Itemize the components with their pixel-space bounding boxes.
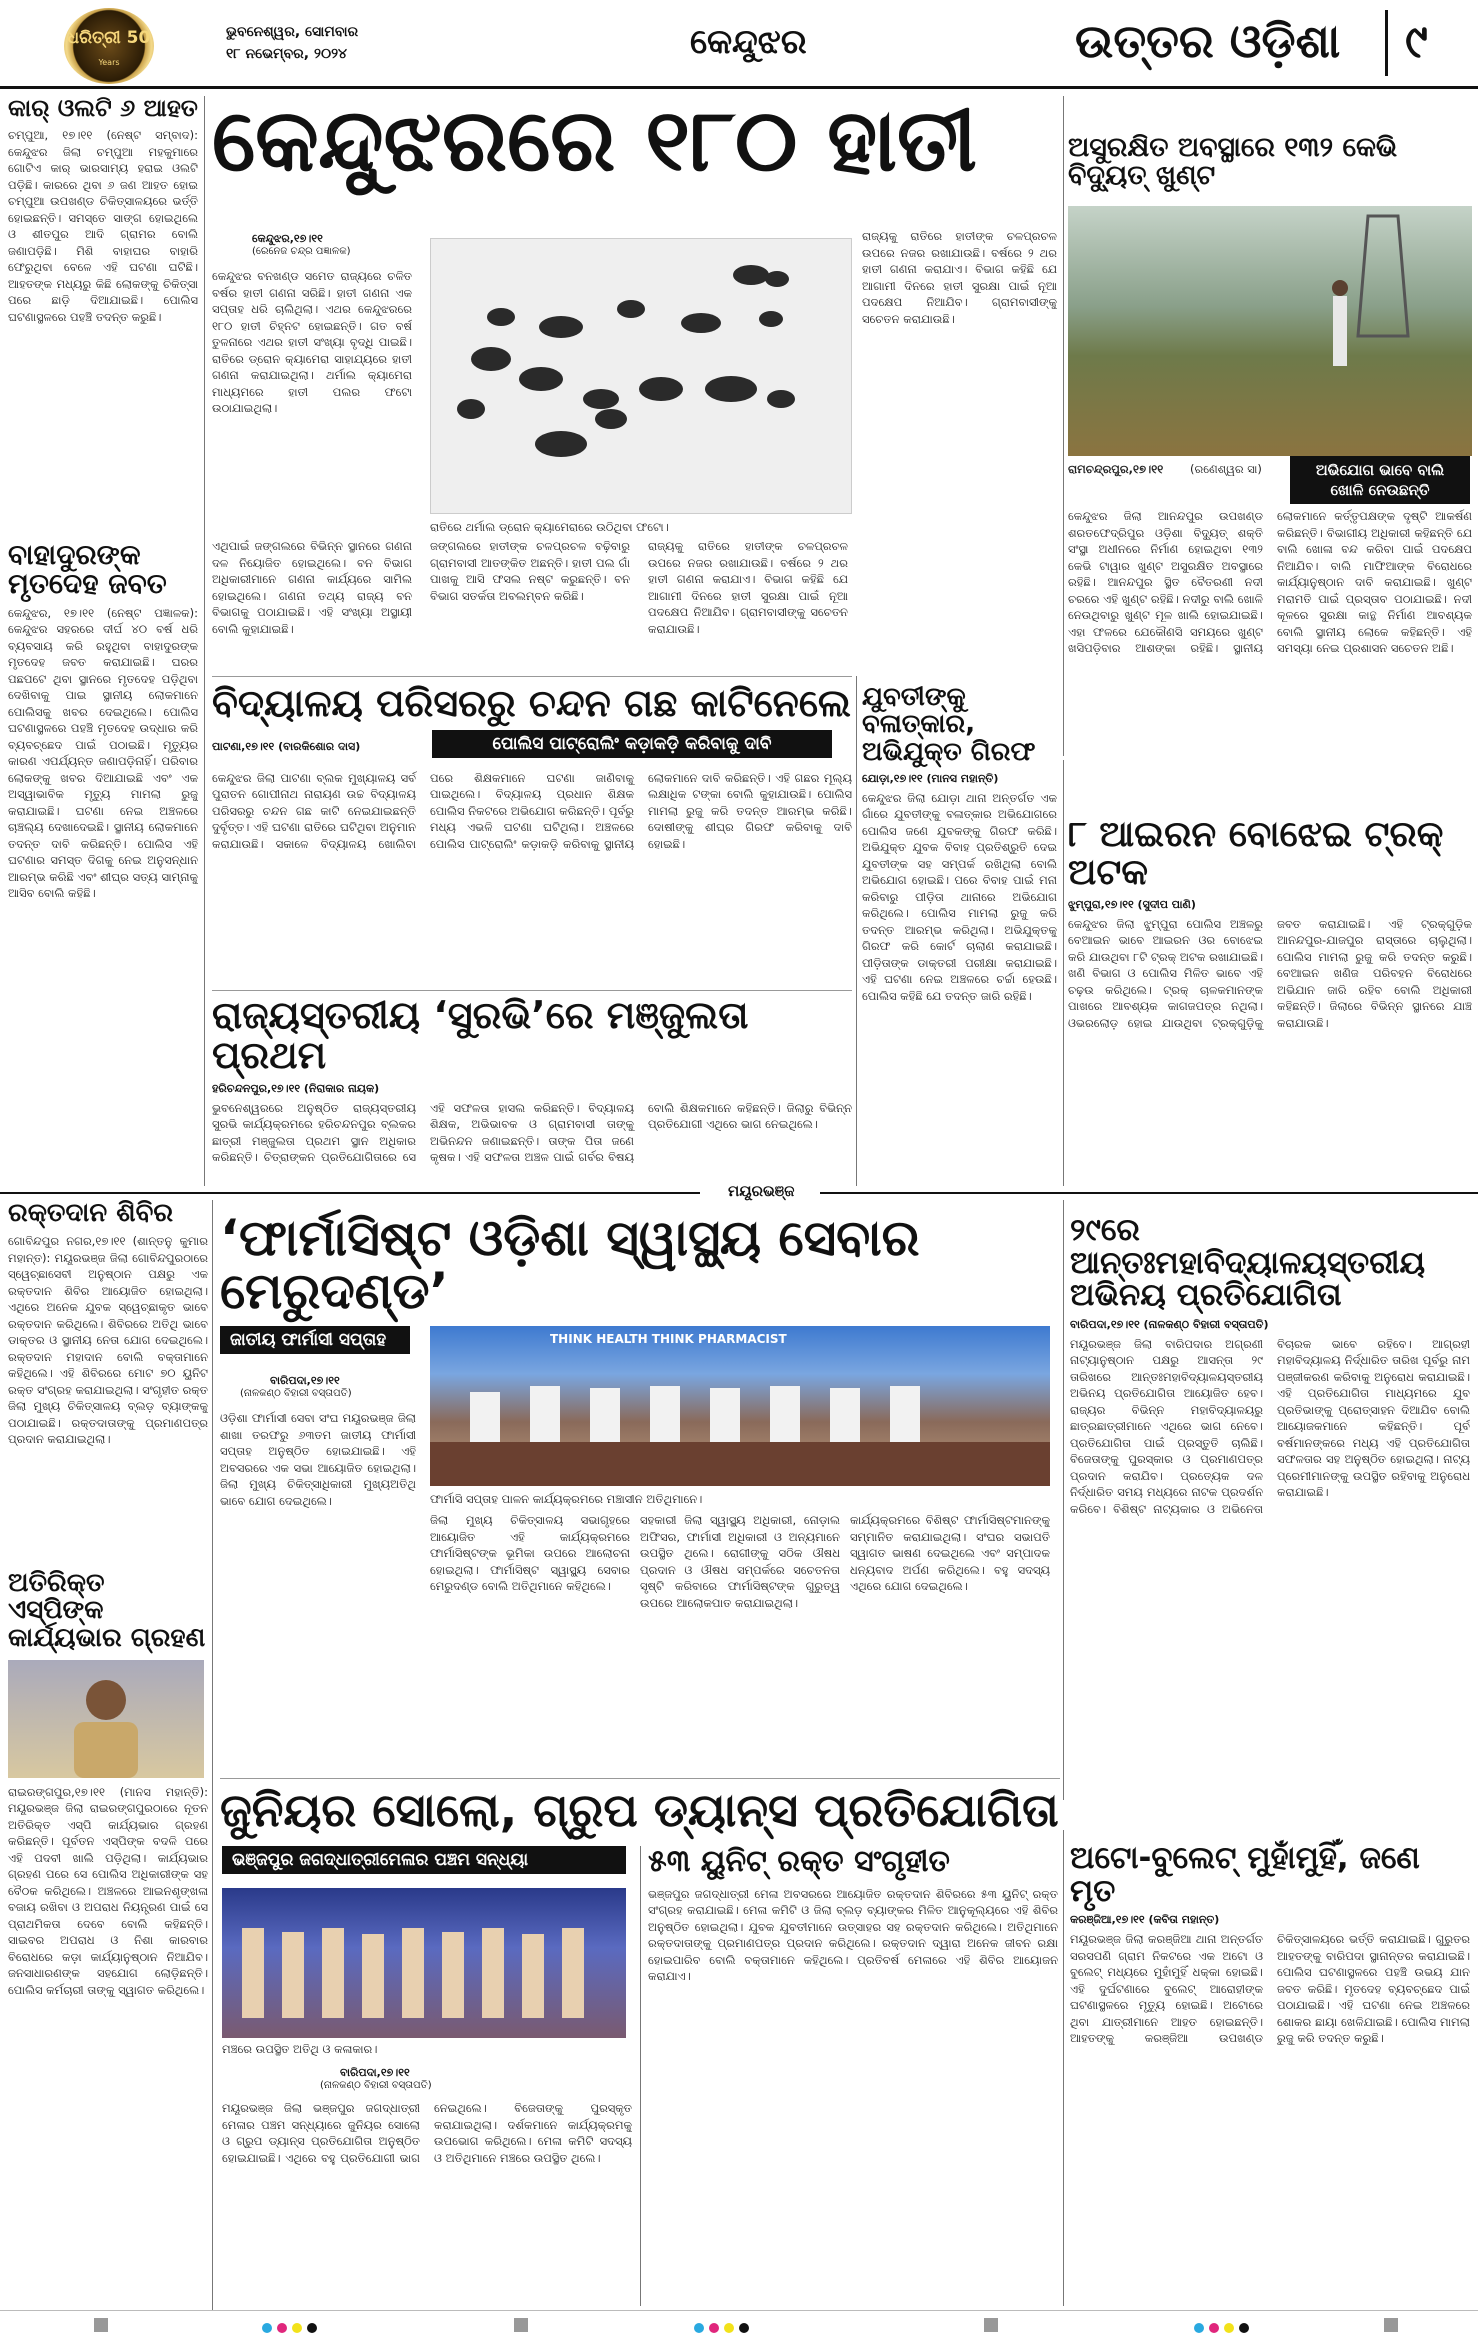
col-rule-8 [1063,1830,1064,2306]
article-auto-bullet [1070,1842,1470,2321]
gray-mark-icon [1384,2318,1398,2332]
col-rule-6 [1063,1200,1064,1800]
pharmacist-dateline: ବାରିପଦା,୧୭।୧୧ [270,1374,340,1387]
auto-bullet-title: ଅଟୋ-ବୁଲେଟ୍ ମୁହାଁମୁହିଁ, ଜଣେ ମୃତ [1070,1840,1420,1909]
auto-bullet-body: ମୟୂରଭଞ୍ଜ ଜିଲା କରଞ୍ଜିଆ ଥାନା ଅନ୍ତର୍ଗତ ସରସପଣି ଗ୍ରାମ ନିକଟରେ ଏକ ଅଟୋ ଓ ବୁଲେଟ୍ ମଧ୍ୟରେ ମୁହାଁମୁହିଁ ଧକ୍କା ହୋଇଛି। ଏହି ଦୁର୍ଘଟଣାରେ ବୁଲେଟ୍ ଆରୋହୀଙ୍କ ଘଟଣାସ୍ଥଳରେ ମୃତ୍ୟୁ ହୋଇଛି। ଅଟୋରେ ଥିବା ଯାତ୍ରୀମାନେ ଆହତ ହୋଇଛନ୍ତି। ଆହତଙ୍କୁ କରଞ୍ଜିଆ ଉପଖଣ୍ଡ ଚିକିତ୍ସାଳୟରେ ଭର୍ତ୍ତି କରାଯାଇଛି। ଗୁରୁତର ଆହତଙ୍କୁ ବାରିପଦା ସ୍ଥାନାନ୍ତର କରାଯାଇଛି। ପୋଲିସ ଘଟଣାସ୍ଥଳରେ ପହଞ୍ଚି ଉଭୟ ଯାନ ଜବତ କରିଛି। ମୃତଦେହ ବ୍ୟବଚ୍ଛେଦ ପାଇଁ ପଠାଯାଇଛି। ଏହି ଘଟଣା ନେଇ ଅଞ୍ଚଳରେ ଶୋକର ଛାୟା ଖେଳିଯାଇଛି। ପୋଲିସ ମାମଲା ରୁଜୁ କରି ତଦନ୍ତ କରୁଛି। [1070,1932,1470,2046]
col-rule-1 [204,96,205,1186]
article-sandal [212,681,852,986]
pharmacist-body-1: ଓଡ଼ିଶା ଫାର୍ମାସୀ ସେବା ସଂଘ ମୟୂରଭଞ୍ଜ ଜିଲା ଶାଖା ତରଫରୁ ୬୩ତମ ଜାତୀୟ ଫାର୍ମାସୀ ସପ୍ତାହ ଅନୁଷ୍ଠିତ ହୋଇଯାଇଛି। ଏହି ଅବସରରେ ଏକ ସଭା ଆୟୋଜିତ ହୋଇଥିଲା। ଜିଲା ମୁଖ୍ୟ ଚିକିତ୍ସାଧିକାରୀ ମୁଖ୍ୟଅତିଥି ଭାବେ ଯୋଗ ଦେଇଥିଲେ। [220,1411,416,1508]
pharmacist-body-4: କାର୍ଯ୍ୟକ୍ରମରେ ବିଶିଷ୍ଟ ଫାର୍ମାସିଷ୍ଟମାନଙ୍କୁ ସମ୍ମାନିତ କରାଯାଇଥିଲା। ସଂଘର ସଭାପତି ସ୍ୱାଗତ ଭାଷଣ ଦେଇଥିଲେ ଏବଂ ସମ୍ପାଦକ ଧନ୍ୟବାଦ ଅର୍ପଣ କରିଥିଲେ। ବହୁ ସଦସ୍ୟ ଏଥିରେ ଯୋଗ ଦେଇଥିଲେ। [850,1513,1050,1593]
article-solo [220,1783,1060,1837]
surabhi-title: ରାଜ୍ୟସ୍ତରୀୟ ‘ସୁରଭି’ରେ ମଞ୍ଜୁଲତା ପ୍ରଥମ [212,993,749,1077]
pharmacist-title: ‘ଫାର୍ମାସିଷ୍ଟ ଓଡ଼ିଶା ସ୍ୱାସ୍ଥ୍ୟ ସେବାର ମେରୁଦଣ୍ଡ’ [220,1209,920,1320]
footer-rule [0,2310,1478,2311]
dancers-icon [222,1888,626,2038]
pharmacist-reporter: (ନାଳକଣ୍ଠ ବିହାରୀ ବସ୍ତାପତି) [240,1388,352,1399]
solo-photo [222,1888,626,2038]
solo-band: ଭଞ୍ଜପୁର ଜଗଦ୍ଧାତ୍ରୀମେଳାର ପଞ୍ଚମ ସନ୍ଧ୍ୟା [222,1846,626,1874]
blood-units-title: ୫୩ ୟୁନିଟ୍ ରକ୍ତ ସଂଗୃହୀତ [648,1844,950,1879]
edition-name: କେନ୍ଦୁଝର [690,22,807,62]
acting-body: ମୟୂରଭଞ୍ଜ ଜିଲା ବାରିପଦାର ଅଗ୍ରଣୀ ନାଟ୍ୟାନୁଷ୍ଠାନ ପକ୍ଷରୁ ଆସନ୍ତା ୨୯ ତାରିଖରେ ଆନ୍ତଃମହାବିଦ୍ୟାଳୟସ୍ତରୀୟ ଅଭିନୟ ପ୍ରତିଯୋଗିତା ଆୟୋଜିତ ହେବ। ରାଜ୍ୟର ବିଭିନ୍ନ ମହାବିଦ୍ୟାଳୟରୁ ଛାତ୍ରଛାତ୍ରୀମାନେ ଏଥିରେ ଭାଗ ନେବେ। ପ୍ରତିଯୋଗିତା ପାଇଁ ପ୍ରସ୍ତୁତି ଚାଲିଛି। ବିଜେତାଙ୍କୁ ପୁରସ୍କାର ଓ ପ୍ରମାଣପତ୍ର ପ୍ରଦାନ କରାଯିବ। ପ୍ରତ୍ୟେକ ଦଳ ନିର୍ଦ୍ଧାରିତ ସମୟ ମଧ୍ୟରେ ନାଟକ ପ୍ରଦର୍ଶନ କରିବେ। ବିଶିଷ୍ଟ ନାଟ୍ୟକାର ଓ ଅଭିନେତା ବିଚାରକ ଭାବେ ରହିବେ। ଆଗ୍ରହୀ ମହାବିଦ୍ୟାଳୟ ନିର୍ଦ୍ଧାରିତ ତାରିଖ ପୂର୍ବରୁ ନାମ ପଞ୍ଜୀକରଣ କରିବାକୁ ଅନୁରୋଧ କରାଯାଇଛି। ଏହି ପ୍ରତିଯୋଗିତା ମାଧ୍ୟମରେ ଯୁବ ପ୍ରତିଭାଙ୍କୁ ପ୍ରୋତ୍ସାହନ ଦିଆଯିବ ବୋଲି ଆୟୋଜକମାନେ କହିଛନ୍ତି। ପୂର୍ବ ବର୍ଷମାନଙ୍କରେ ମଧ୍ୟ ଏହି ପ୍ରତିଯୋଗିତା ସଫଳତାର ସହ ଅନୁଷ୍ଠିତ ହୋଇଥିଲା। ନାଟ୍ୟ ପ୍ରେମୀମାନଙ୍କୁ ଉପସ୍ଥିତ ରହିବାକୁ ଅନୁରୋଧ କରାଯାଇଛି। [1070,1336,1470,1516]
article-acting [1070,1214,1470,1806]
car-accident-body: ଚମ୍ପୁଆ, ୧୭।୧୧ (ନେଷ୍ଟ ସମ୍ବାଦ): କେନ୍ଦୁଝର ଜିଲା ଚମ୍ପୁଆ ମହକୁମାରେ ଗୋଟିଏ କାର୍ ଭାରସାମ୍ୟ ହରାଇ ଓଲଟି ପଡ଼ିଛି। କାରରେ ଥିବା ୬ ଜଣ ଆହତ ହୋଇ ଚମ୍ପୁଆ ଉପଖଣ୍ଡ ଚିକିତ୍ସାଳୟରେ ଭର୍ତ୍ତି ହୋଇଛନ୍ତି। ସମସ୍ତେ ସାଙ୍ଗ ହୋଇଥିଲେ ଓ ଶୀତପୁର ଆଦି ଗ୍ରାମର ବୋଲି ଜଣାପଡ଼ିଛି। ମିଶି ବାହାଘର ବାହାରି ଫେରୁଥିବା ବେଳେ ଏହି ଘଟଣା ଘଟିଛି। ଆହତଙ୍କ ମଧ୍ୟରୁ କିଛି ଲୋକଙ୍କୁ ଚିକିତ୍ସା ପରେ ଛାଡ଼ି ଦିଆଯାଇଛି। ପୋଲିସ ଘଟଣାସ୍ଥଳରେ ପହଞ୍ଚି ତଦନ୍ତ କରୁଛି। [8,128,198,324]
elephants-photo [430,238,852,514]
acting-title: ୨୯ରେ ଆନ୍ତଃମହାବିଦ୍ୟାଳୟସ୍ତରୀୟ ଅଭିନୟ ପ୍ରତିଯୋଗିତା [1070,1212,1426,1314]
pharmacist-body-2: ଜିଲା ମୁଖ୍ୟ ଚିକିତ୍ସାଳୟ ସଭାଗୃହରେ ଆୟୋଜିତ ଏହି କାର୍ଯ୍ୟକ୍ରମରେ ଫାର୍ମାସିଷ୍ଟଙ୍କ ଭୂମିକା ଉପରେ ଆଲୋଚନା ହୋଇଥିଲା। ଫାର୍ମାସିଷ୍ଟ ସ୍ୱାସ୍ଥ୍ୟ ସେବାର ମେରୁଦଣ୍ଡ ବୋଲି ଅତିଥିମାନେ କହିଥିଲେ। [430,1513,630,1593]
date-line-2: ୧୮ ନଭେମ୍ବର, ୨୦୨୪ [226,46,348,62]
rule-solo [220,1778,1060,1779]
cmyk-dots-icon [262,2318,317,2337]
elephants-title: କେନ୍ଦୁଝରରେ ୧୮୦ ହାତୀ [212,91,977,191]
elephants-body-1: କେନ୍ଦୁଝର ବନଖଣ୍ଡ ସମେତ ରାଜ୍ୟରେ ଚଳିତ ବର୍ଷର ହାତୀ ଗଣନା ସରିଛି। ହାତୀ ଗଣନା ଏକ ସପ୍ତାହ ଧରି ଚାଲିଥିଲା। ଏଥର କେନ୍ଦୁଝରରେ ୧୮୦ ହାତୀ ଚିହ୍ନଟ ହୋଇଛନ୍ତି। ଗତ ବର୍ଷ ତୁଳନାରେ ଏଥର ହାତୀ ସଂଖ୍ୟା ବୃଦ୍ଧି ପାଇଛି। ରାତିରେ ଡ୍ରୋନ କ୍ୟାମେରା ସାହାଯ୍ୟରେ ହାତୀ ଗଣନା କରାଯାଇଥିଲା। ଥର୍ମାଲ କ୍ୟାମେରା ମାଧ୍ୟମରେ ହାତୀ ପଲର ଫଟୋ ଉଠାଯାଇଥିଲା। [212,269,412,415]
rule-surabhi [212,990,852,991]
transformer-body: କେନ୍ଦୁଝର ଜିଲା ଆନନ୍ଦପୁର ଉପଖଣ୍ଡ ଶରତଫେଦ୍ରିପୁର ଓଡ଼ିଶା ବିଦ୍ୟୁତ୍ ଶକ୍ତି ସଂସ୍ଥା ଅଧୀନରେ ନିର୍ମାଣ ହୋଇଥିବା ୧୩୨ କେଭି ଟାୱାର ଖୁଣ୍ଟ ଅସୁରକ୍ଷିତ ଅବସ୍ଥାରେ ରହିଛି। ଆନନ୍ଦପୁର ସ୍ଥିତ ବୈତରଣୀ ନଦୀ ଚରରେ ଏହି ଖୁଣ୍ଟ ରହିଛି। ନଦୀରୁ ବାଲି ଖୋଳି ନେଉଥିବାରୁ ଖୁଣ୍ଟ ମୂଳ ଖାଲି ହୋଇଯାଇଛି। ଏହା ଫଳରେ ଯେକୌଣସି ସମୟରେ ଖୁଣ୍ଟ ଖସିପଡ଼ିବାର ଆଶଙ୍କା ରହିଛି। ସ୍ଥାନୀୟ ଲୋକମାନେ କର୍ତ୍ତୃପକ୍ଷଙ୍କ ଦୃଷ୍ଟି ଆକର୍ଷଣ କରିଛନ୍ତି। ବିଭାଗୀୟ ଅଧିକାରୀ କହିଛନ୍ତି ଯେ ବାଲି ଖୋଳା ବନ୍ଦ କରିବା ପାଇଁ ପଦକ୍ଷେପ ନିଆଯିବ। ବାଲି ମାଫିଆଙ୍କ ବିରୋଧରେ କାର୍ଯ୍ୟାନୁଷ୍ଠାନ ଦାବି କରାଯାଇଛି। ଖୁଣ୍ଟ ମରାମତି ପାଇଁ ପ୍ରସ୍ତାବ ପଠାଯାଇଛି। ନଦୀ କୂଳରେ ସୁରକ୍ଷା କାନ୍ଥ ନିର୍ମାଣ ଆବଶ୍ୟକ ବୋଲି ସ୍ଥାନୀୟ ଲୋକେ କହିଛନ୍ତି। ଏହି ସମସ୍ୟା ନେଇ ପ୍ରଶାସନ ସଚେତନ ଅଛି। [1068,509,1472,655]
sandal-title: ବିଦ୍ୟାଳୟ ପରିସରରୁ ଚନ୍ଦନ ଗଛ କାଟିନେଲେ [212,681,851,725]
pharmacist-banner-text: THINK HEALTH THINK PHARMACIST [550,1332,787,1346]
pharmacist-band: ଜାତୀୟ ଫାର୍ମାସୀ ସପ୍ତାହ [220,1326,410,1354]
elephants-reporter: (ରେନେଜ ଚନ୍ଦ୍ର ପଜ୍ଞାଳକ) [252,246,351,257]
gray-mark-icon [984,2318,998,2332]
auto-bullet-dateline: କରଞ୍ଜିଆ,୧୭।୧୧ (କବିତା ମହାନ୍ତ) [1070,1913,1220,1927]
article-elephants [212,91,1057,666]
section-name: ଉତ୍ତର ଓଡ଼ିଶା [1075,14,1341,68]
section-divider-label: ମୟୂରଭଞ୍ଜ [728,1182,795,1200]
solo-caption: ମଞ୍ଚରେ ଉପସ୍ଥିତ ଅତିଥି ଓ କଳାକାର। [222,2042,378,2056]
transformer-title: ଅସୁରକ୍ଷିତ ଅବସ୍ଥାରେ ୧୩୨ କେଭି ବିଦ୍ୟୁତ୍ ଖୁଣ୍ଟ [1068,132,1398,192]
elephants-dateline: କେନ୍ଦୁଝର,୧୭।୧୧ [252,232,323,245]
rape-title: ଯୁବତୀଙ୍କୁ ବଳାତ୍କାର, ଅଭିଯୁକ୍ତ ଗିରଫ [862,682,1036,767]
truck-title: ୮ ଆଇରନ ବୋଝେଇ ଟ୍ରକ୍ ଅଟକ [1068,814,1444,893]
tower-icon [1068,206,1472,456]
article-truck [1068,816,1472,1216]
rule-sandal [212,676,852,677]
article-blood-units [648,1846,1058,2286]
transformer-caption-place: ରାମଚନ୍ଦ୍ରପୁର,୧୭।୧୧ [1068,462,1164,476]
article-sp-charge [8,1570,208,2334]
cmyk-dots-icon [694,2318,749,2337]
elephant-herd-icon [431,239,852,514]
pharmacist-body-3: ସହକାରୀ ଜିଲା ସ୍ୱାସ୍ଥ୍ୟ ଅଧିକାରୀ, ନୋଡ଼ାଲ ଅଫିସର, ଫାର୍ମାସୀ ଅଧିକାରୀ ଓ ଅନ୍ୟମାନେ ଉପସ୍ଥିତ ଥିଲେ। ରୋଗୀଙ୍କୁ ସଠିକ ଔଷଧ ପ୍ରଦାନ ଓ ଔଷଧ ସମ୍ପର୍କରେ ସଚେତନତା ସୃଷ୍ଟି କରିବାରେ ଫାର୍ମାସିଷ୍ଟଙ୍କ ଗୁରୁତ୍ୱ ଉପରେ ଆଲୋକପାତ କରାଯାଇଥିଲା। [640,1513,840,1610]
acting-dateline: ବାରିପଦା,୧୭।୧୧ (ନାଳକଣ୍ଠ ବିହାରୀ ବସ୍ତାପତି) [1070,1317,1269,1331]
col-rule-7 [640,1846,641,2306]
col-rule-3 [856,676,857,1186]
transformer-photo [1068,206,1472,456]
article-car-accident [8,96,198,542]
rape-body: କେନ୍ଦୁଝର ଜିଲା ଯୋଡ଼ା ଥାନା ଅନ୍ତର୍ଗତ ଏକ ଗାଁରେ ଯୁବତୀଙ୍କୁ ବଳାତ୍କାର ଅଭିଯୋଗରେ ପୋଲିସ ଜଣେ ଯୁବକଙ୍କୁ ଗିରଫ କରିଛି। ଅଭିଯୁକ୍ତ ଯୁବକ ବିବାହ ପ୍ରତିଶ୍ରୁତି ଦେଇ ଯୁବତୀଙ୍କ ସହ ସମ୍ପର୍କ ରଖିଥିଲା ବୋଲି ଅଭିଯୋଗ ହୋଇଛି। ପରେ ବିବାହ ପାଇଁ ମନା କରିବାରୁ ପୀଡ଼ିତା ଥାନାରେ ଅଭିଯୋଗ କରିଥିଲେ। ପୋଲିସ ମାମଲା ରୁଜୁ କରି ତଦନ୍ତ ଆରମ୍ଭ କରିଥିଲା। ଅଭିଯୁକ୍ତକୁ ଗିରଫ କରି କୋର୍ଟ ଚାଲାଣ କରାଯାଇଛି। ପୀଡ଼ିତାଙ୍କ ଡାକ୍ତରୀ ପରୀକ୍ଷା କରାଯାଇଛି। ଏହି ଘଟଣା ନେଇ ଅଞ୍ଚଳରେ ଚର୍ଚ୍ଚା ହେଉଛି। ପୋଲିସ କହିଛି ଯେ ତଦନ୍ତ ଜାରି ରହିଛି। [862,790,1057,1003]
sp-charge-title: ଅତିରିକ୍ତ ଏସ୍‌ପିଙ୍କ କାର୍ଯ୍ୟଭାର ଗ୍ରହଣ [8,1568,206,1653]
solo-reporter: (ନାଳକଣ୍ଠ ବିହାରୀ ବସ୍ତାପତି) [320,2080,432,2091]
page-number: ୯ [1405,14,1428,68]
masthead-divider [1385,10,1388,76]
article-rape [862,684,1057,1200]
article-pharmacist [220,1209,1060,1320]
elephants-continued: ରାଜ୍ୟକୁ ରାତିରେ ହାତୀଙ୍କ ଚଳପ୍ରଚଳ ଉପରେ ନଜର ରଖାଯାଉଛି। ବର୍ଷରେ ୨ ଥର ହାତୀ ଗଣନା କରାଯାଏ। ବିଭାଗ କହିଛି ଯେ ଆଗାମୀ ଦିନରେ ହାତୀ ସୁରକ୍ଷା ପାଇଁ ନୂଆ ପଦକ୍ଷେପ ନିଆଯିବ। ଗ୍ରାମବାସୀଙ୍କୁ ସଚେତନ କରାଯାଉଛି। [862,229,1057,326]
col-rule-2 [1063,96,1064,756]
solo-body: ମୟୂରଭଞ୍ଜ ଜିଲା ଭଞ୍ଜପୁର ଜଗଦ୍ଧାତ୍ରୀ ମେଳାର ପଞ୍ଚମ ସନ୍ଧ୍ୟାରେ ଜୁନିୟର ସୋଲୋ ଓ ଗ୍ରୁପ ଡ୍ୟାନ୍ସ ପ୍ରତିଯୋଗିତା ଅନୁଷ୍ଠିତ ହୋଇଯାଇଛି। ଏଥିରେ ବହୁ ପ୍ରତିଯୋଗୀ ଭାଗ ନେଇଥିଲେ। ବିଜେତାଙ୍କୁ ପୁରସ୍କୃତ କରାଯାଇଥିଲା। ଦର୍ଶକମାନେ କାର୍ଯ୍ୟକ୍ରମକୁ ଉପଭୋଗ କରିଥିଲେ। ମେଳା କମିଟି ସଦସ୍ୟ ଓ ଅତିଥିମାନେ ମଞ୍ଚରେ ଉପସ୍ଥିତ ଥିଲେ। [222,2101,632,2165]
surabhi-body: ଭୁବନେଶ୍ୱରରେ ଅନୁଷ୍ଠିତ ରାଜ୍ୟସ୍ତରୀୟ ସୁରଭି କାର୍ଯ୍ୟକ୍ରମରେ ହରିଚନ୍ଦନପୁର ବ୍ଲକର ଛାତ୍ରୀ ମଞ୍ଜୁଲତା ପ୍ରଥମ ସ୍ଥାନ ଅଧିକାର କରିଛନ୍ତି। ଚିତ୍ରାଙ୍କନ ପ୍ରତିଯୋଗିତାରେ ସେ ଏହି ସଫଳତା ହାସଲ କରିଛନ୍ତି। ବିଦ୍ୟାଳୟ ଶିକ୍ଷକ, ଅଭିଭାବକ ଓ ଗ୍ରାମବାସୀ ତାଙ୍କୁ ଅଭିନନ୍ଦନ ଜଣାଇଛନ୍ତି। ତାଙ୍କ ପିତା ଜଣେ କୃଷକ। ଏହି ସଫଳତା ଅଞ୍ଚଳ ପାଇଁ ଗର୍ବର ବିଷୟ ବୋଲି ଶିକ୍ଷକମାନେ କହିଛନ୍ତି। ଜିଲାରୁ ବିଭିନ୍ନ ପ୍ରତିଯୋଗୀ ଏଥିରେ ଭାଗ ନେଇଥିଲେ। [212,1100,852,1165]
stage-people-icon [430,1326,1050,1486]
sp-charge-body: ରାଇରଙ୍ଗପୁର,୧୭।୧୧ (ମାନସ ମହାନ୍ତି): ମୟୂରଭଞ୍ଜ ଜିଲା ରାଇରଙ୍ଗପୁରଠାରେ ନୂତନ ଅତିରିକ୍ତ ଏସ୍‌ପି କାର୍ଯ୍ୟଭାର ଗ୍ରହଣ କରିଛନ୍ତି। ପୂର୍ବତନ ଏସ୍‌ପିଙ୍କ ବଦଳି ପରେ ଏହି ପଦବୀ ଖାଲି ପଡ଼ିଥିଲା। କାର୍ଯ୍ୟଭାର ଗ୍ରହଣ ପରେ ସେ ପୋଲିସ ଅଧିକାରୀଙ୍କ ସହ ବୈଠକ କରିଥିଲେ। ଅଞ୍ଚଳରେ ଆଇନଶୃଙ୍ଖଳା ବଜାୟ ରଖିବା ଓ ଅପରାଧ ନିୟନ୍ତ୍ରଣ ପାଇଁ ସେ ପ୍ରାଥମିକତା ଦେବେ ବୋଲି କହିଛନ୍ତି। ସାଇବର ଅପରାଧ ଓ ନିଶା କାରବାର ବିରୋଧରେ କଡ଼ା କାର୍ଯ୍ୟାନୁଷ୍ଠାନ ନିଆଯିବ। ଜନସାଧାରଣଙ୍କ ସହଯୋଗ ଲୋଡ଼ିଛନ୍ତି। ପୋଲିସ କର୍ମଚାରୀ ତାଙ୍କୁ ସ୍ୱାଗତ କରିଥିଲେ। [8,1784,208,1997]
col-rule-5 [212,1200,213,2310]
solo-dateline: ବାରିପଦା,୧୭।୧୧ [340,2066,410,2079]
logo [38,8,188,84]
gray-mark-icon [514,2318,528,2332]
registration-marks [0,2318,1478,2334]
article-blood-camp [8,1200,208,1563]
sandal-dateline: ପାଟଣା,୧୭।୧୧ (ବାରକିଶୋର ଦାସ) [212,740,361,753]
gray-mark-icon [94,2318,108,2332]
truck-dateline: ଝୁମ୍ପୁରା,୧୭।୧୧ (ସୁଦୀପ ପାଣି) [1068,897,1196,911]
blood-camp-title: ରକ୍ତଦାନ ଶିବିର [8,1198,174,1228]
truck-body: କେନ୍ଦୁଝର ଜିଲା ଝୁମ୍ପୁରା ପୋଲିସ ଅଞ୍ଚଳରୁ ବେଆଇନ ଭାବେ ଆଇରନ ଓର ବୋଝେଇ କରି ଯାଉଥିବା ୮ଟି ଟ୍ରକ୍ ଅଟକ ରଖାଯାଇଛି। ଖଣି ବିଭାଗ ଓ ପୋଲିସ ମିଳିତ ଭାବେ ଏହି ଚଢ଼ଉ କରିଥିଲେ। ଟ୍ରକ୍ ଚାଳକମାନଙ୍କ ପାଖରେ ଆବଶ୍ୟକ କାଗଜପତ୍ର ନଥିଲା। ଓଭରଲୋଡ଼ ହୋଇ ଯାଉଥିବା ଟ୍ରକ୍‌ଗୁଡ଼ିକୁ ଜବତ କରାଯାଇଛି। ଏହି ଟ୍ରକ୍‌ଗୁଡ଼ିକ ଆନନ୍ଦପୁର-ଯାଜପୁର ରାସ୍ତାରେ ଚାଲୁଥିଲା। ପୋଲିସ ମାମଲା ରୁଜୁ କରି ତଦନ୍ତ କରୁଛି। ବେଆଇନ ଖଣିଜ ପରିବହନ ବିରୋଧରେ ଅଭିଯାନ ଜାରି ରହିବ ବୋଲି ଅଧିକାରୀ କହିଛନ୍ତି। ଜିଲାରେ ବିଭିନ୍ନ ସ୍ଥାନରେ ଯାଞ୍ଚ କରାଯାଉଛି। [1068,916,1472,1030]
section-rule-left [0,1192,700,1194]
pharmacist-photo [430,1326,1050,1486]
car-accident-title: କାର୍ ଓଲଟି ୬ ଆହତ [8,94,198,122]
blood-camp-body: ଗୋବିନ୍ଦପୁର ନଗର,୧୭।୧୧ (ଶାନ୍ତନୁ କୁମାର ମହାନ୍ତ): ମୟୂରଭଞ୍ଜ ଜିଲା ଗୋବିନ୍ଦପୁରଠାରେ ସ୍ୱେଚ୍ଛାସେବୀ ଅନୁଷ୍ଠାନ ପକ୍ଷରୁ ଏକ ରକ୍ତଦାନ ଶିବିର ଆୟୋଜିତ ହୋଇଥିଲା। ଏଥିରେ ଅନେକ ଯୁବକ ସ୍ୱେଚ୍ଛାକୃତ ଭାବେ ରକ୍ତଦାନ କରିଥିଲେ। ଶିବିରରେ ଅତିଥି ଭାବେ ଡାକ୍ତର ଓ ସ୍ଥାନୀୟ ନେତା ଯୋଗ ଦେଇଥିଲେ। ରକ୍ତଦାନ ମହାଦାନ ବୋଲି ବକ୍ତାମାନେ କହିଥିଲେ। ଏହି ଶିବିରରେ ମୋଟ ୭୦ ୟୁନିଟ ରକ୍ତ ସଂଗ୍ରହ କରାଯାଇଥିଲା। ସଂଗୃହୀତ ରକ୍ତ ଜିଲା ମୁଖ୍ୟ ଚିକିତ୍ସାଳୟ ବ୍ଲଡ଼ ବ୍ୟାଙ୍କକୁ ପଠାଯାଇଛି। ରକ୍ତଦାତାଙ୍କୁ ପ୍ରମାଣପତ୍ର ପ୍ରଦାନ କରାଯାଇଥିଲା। [8,1234,208,1447]
blood-units-body: ଭଞ୍ଜପୁର ଜଗଦ୍ଧାତ୍ରୀ ମେଳା ଅବସରରେ ଆୟୋଜିତ ରକ୍ତଦାନ ଶିବିରରେ ୫୩ ୟୁନିଟ୍ ରକ୍ତ ସଂଗ୍ରହ କରାଯାଇଛି। ମେଳା କମିଟି ଓ ଜିଲା ବ୍ଲଡ଼ ବ୍ୟାଙ୍କର ମିଳିତ ଆନୁକୂଲ୍ୟରେ ଏହି ଶିବିର ଅନୁଷ୍ଠିତ ହୋଇଥିଲା। ଯୁବକ ଯୁବତୀମାନେ ଉତ୍ସାହର ସହ ରକ୍ତଦାନ କରିଥିଲେ। ଅତିଥିମାନେ ରକ୍ତଦାତାଙ୍କୁ ପ୍ରମାଣପତ୍ର ପ୍ରଦାନ କରିଥିଲେ। ରକ୍ତଦାନ ଦ୍ୱାରା ଅନେକ ଜୀବନ ରକ୍ଷା ହୋଇପାରିବ ବୋଲି ବକ୍ତାମାନେ କହିଥିଲେ। ପ୍ରତିବର୍ଷ ମେଳାରେ ଏହି ଶିବିର ଆୟୋଜନ କରାଯାଏ। [648,1886,1058,1983]
article-transformer [1068,134,1470,191]
bahadur-body: କେନ୍ଦୁଝର, ୧୭।୧୧ (ନେଷ୍ଟ ପଜ୍ଞାଳକ): କେନ୍ଦୁଝର ସହରରେ ଦୀର୍ଘ ୪୦ ବର୍ଷ ଧରି ବ୍ୟବସାୟ କରି ରହୁଥିବା ବାହାଦୁରଙ୍କ ମୃତଦେହ ଜବତ କରାଯାଇଛି। ଘରର ପଛପଟେ ଥିବା ସ୍ଥାନରେ ମୃତଦେହ ପଡ଼ିଥିବା ଦେଖିବାକୁ ପାଇ ସ୍ଥାନୀୟ ଲୋକମାନେ ପୋଲିସକୁ ଖବର ଦେଇଥିଲେ। ପୋଲିସ ଘଟଣାସ୍ଥଳରେ ପହଞ୍ଚି ମୃତଦେହ ଉଦ୍ଧାର କରି ବ୍ୟବଚ୍ଛେଦ ପାଇଁ ପଠାଇଛି। ମୃତ୍ୟୁର କାରଣ ଏପର୍ଯ୍ୟନ୍ତ ଜଣାପଡ଼ିନାହିଁ। ପରିବାର ଲୋକଙ୍କୁ ଖବର ଦିଆଯାଇଛି ଏବଂ ଏକ ଅସ୍ୱାଭାବିକ ମୃତ୍ୟୁ ମାମଲା ରୁଜୁ କରାଯାଇଛି। ଘଟଣା ନେଇ ଅଞ୍ଚଳରେ ଚାଞ୍ଚଲ୍ୟ ଦେଖାଦେଇଛି। ସ୍ଥାନୀୟ ଲୋକମାନେ ତଦନ୍ତ ଦାବି କରିଛନ୍ତି। ପୋଲିସ ଏହି ଘଟଣାର ସମସ୍ତ ଦିଗକୁ ନେଇ ଅନୁସନ୍ଧାନ ଆରମ୍ଭ କରିଛି ଏବଂ ଶୀଘ୍ର ସତ୍ୟ ସାମ୍ନାକୁ ଆସିବ ବୋଲି କହିଛି। [8,605,198,901]
article-bahadur [8,540,198,1225]
sp-photo [8,1660,204,1778]
surabhi-dateline: ହରିଚନ୍ଦନପୁର,୧୭।୧୧ (ନିରାକାର ନାୟକ) [212,1081,380,1095]
solo-title: ଜୁନିୟର ସୋଲୋ, ଗ୍ରୁପ ଡ୍ୟାନ୍ସ ପ୍ରତିଯୋଗିତା [220,1783,1059,1837]
elephants-body-5 [862,228,1057,666]
transformer-caption-rep: (ରଣେଶ୍ୱର ସା) [1190,462,1262,476]
logo-text: ଧରିତ୍ରୀ 50 [67,28,151,48]
rape-dateline: ଯୋଡ଼ା,୧୭।୧୧ (ମାନସ ମହାନ୍ତି) [862,771,999,785]
cmyk-dots-icon [1194,2318,1249,2337]
col-rule-4 [1063,760,1064,1186]
sandal-body: କେନ୍ଦୁଝର ଜିଲା ପାଟଣା ବ୍ଲକ ମୁଖ୍ୟାଳୟ ସର୍ବ ପୁରାତନ ଗୋପୀନାଥ ନାରାୟଣ ଉଚ୍ଚ ବିଦ୍ୟାଳୟ ପରିସରରୁ ଚନ୍ଦନ ଗଛ କାଟି ନେଇଯାଇଛନ୍ତି ଦୁର୍ବୃତ୍ତ। ଏହି ଘଟଣା ରାତିରେ ଘଟିଥିବା ଅନୁମାନ କରାଯାଉଛି। ସକାଳେ ବିଦ୍ୟାଳୟ ଖୋଲିବା ପରେ ଶିକ୍ଷକମାନେ ଘଟଣା ଜାଣିବାକୁ ପାଇଥିଲେ। ବିଦ୍ୟାଳୟ ପ୍ରଧାନ ଶିକ୍ଷକ ପୋଲିସ ନିକଟରେ ଅଭିଯୋଗ କରିଛନ୍ତି। ପୂର୍ବରୁ ମଧ୍ୟ ଏଭଳି ଘଟଣା ଘଟିଥିଲା। ଅଞ୍ଚଳରେ ପୋଲିସ ପାଟ୍ରୋଲିଂ କଡ଼ାକଡ଼ି କରିବାକୁ ସ୍ଥାନୀୟ ଲୋକମାନେ ଦାବି କରିଛନ୍ତି। ଏହି ଗଛର ମୂଲ୍ୟ ଲକ୍ଷାଧିକ ଟଙ୍କା ବୋଲି କୁହାଯାଉଛି। ପୋଲିସ ମାମଲା ରୁଜୁ କରି ତଦନ୍ତ ଆରମ୍ଭ କରିଛି। ଦୋଷୀଙ୍କୁ ଶୀଘ୍ର ଗିରଫ କରିବାକୁ ଦାବି ହୋଇଛି। [212,770,852,851]
elephants-caption: ରାତିରେ ଥର୍ମାଲ ଡ୍ରୋନ କ୍ୟାମେରାରେ ଉଠିଥିବା ଫଟୋ। [430,520,669,534]
elephants-body-3: ଜଙ୍ଗଲରେ ହାତୀଙ୍କ ଚଳପ୍ରଚଳ ବଢ଼ିବାରୁ ଗ୍ରାମବାସୀ ଆତଙ୍କିତ ଅଛନ୍ତି। ହାତୀ ପଲ ଗାଁ ପାଖକୁ ଆସି ଫସଲ ନଷ୍ଟ କରୁଛନ୍ତି। ବନ ବିଭାଗ ସତର୍କତା ଅବଲମ୍ବନ କରିଛି। [430,539,630,603]
masthead [0,0,1478,90]
logo-sub: Years [98,58,120,67]
elephants-body-2: ଏଥିପାଇଁ ଜଙ୍ଗଲରେ ବିଭିନ୍ନ ସ୍ଥାନରେ ଗଣନା ଦଳ ନିୟୋଜିତ ହୋଇଥିଲେ। ବନ ବିଭାଗ ଅଧିକାରୀମାନେ ଗଣନା କାର୍ଯ୍ୟରେ ସାମିଲ ହୋଇଥିଲେ। ଗଣନା ତଥ୍ୟ ରାଜ୍ୟ ବନ ବିଭାଗକୁ ପଠାଯାଇଛି। ଏହି ସଂଖ୍ୟା ଅସ୍ଥାୟୀ ବୋଲି କୁହାଯାଇଛି। [212,539,412,636]
transformer-band: ଅଭିଯୋଗ ଭାବେ ବାଲି ଖୋଳି ନେଉଛନ୍ତି [1290,456,1470,504]
bahadur-title: ବାହାଦୁରଙ୍କ ମୃତଦେହ ଜବତ [8,538,167,601]
officer-icon [8,1660,204,1778]
sandal-band: ପୋଲିସ ପାଟ୍ରୋଲିଂ କଡ଼ାକଡ଼ି କରିବାକୁ ଦାବି [432,730,832,758]
date-line-1: ଭୁବନେଶ୍ୱର, ସୋମବାର [226,24,359,40]
masthead-rule [0,86,1478,89]
section-rule-right [820,1192,1478,1194]
pharmacist-caption: ଫାର୍ମାସି ସପ୍ତାହ ପାଳନ କାର୍ଯ୍ୟକ୍ରମରେ ମଞ୍ଚାସୀନ ଅତିଥିମାନେ। [430,1492,703,1506]
elephants-body-4: ରାଜ୍ୟକୁ ରାତିରେ ହାତୀଙ୍କ ଚଳପ୍ରଚଳ ଉପରେ ନଜର ରଖାଯାଉଛି। ବର୍ଷରେ ୨ ଥର ହାତୀ ଗଣନା କରାଯାଏ। ବିଭାଗ କହିଛି ଯେ ଆଗାମୀ ଦିନରେ ହାତୀ ସୁରକ୍ଷା ପାଇଁ ନୂଆ ପଦକ୍ଷେପ ନିଆଯିବ। ଗ୍ରାମବାସୀଙ୍କୁ ସଚେତନ କରାଯାଉଛି। [648,539,848,636]
